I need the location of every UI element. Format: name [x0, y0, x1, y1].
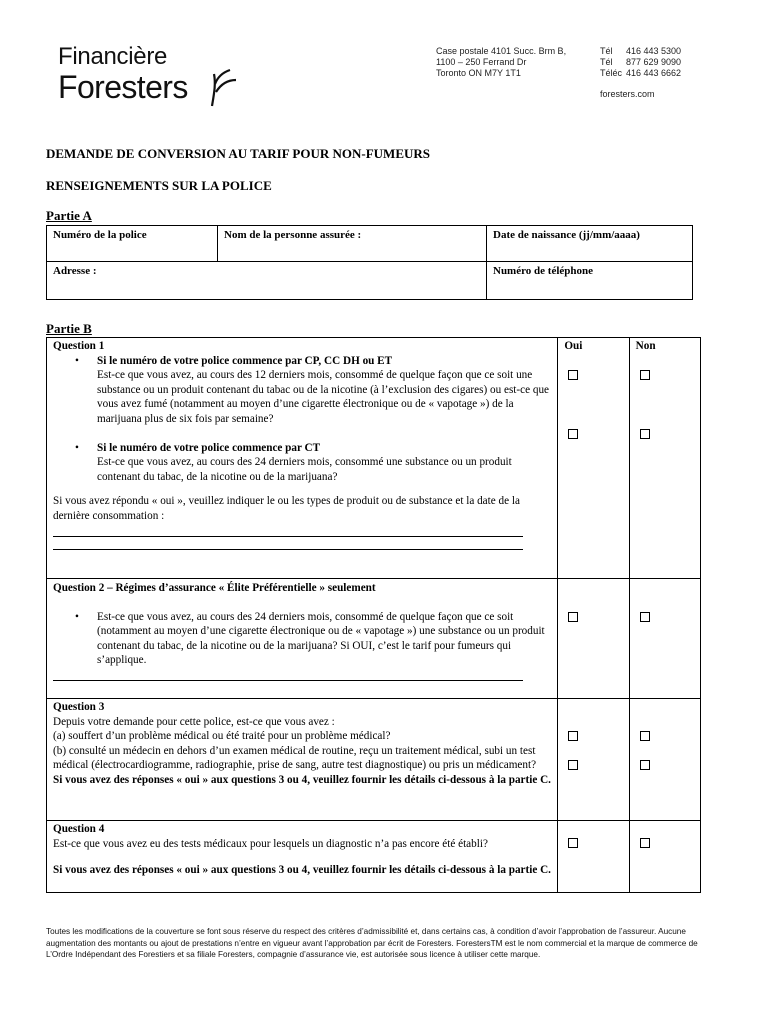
- phone-label: Tél: [600, 46, 613, 56]
- policy-number-field[interactable]: [47, 226, 218, 262]
- q2-yes-checkbox[interactable]: [568, 612, 578, 622]
- birth-date-label: Date de naissance (jj/mm/aaaa): [493, 229, 640, 241]
- question-4-cell: [47, 821, 558, 893]
- phone-row: [600, 46, 681, 57]
- question-1-cell: [47, 338, 558, 579]
- question-2-list: [53, 610, 551, 668]
- no-column-q3: [629, 699, 700, 821]
- question-3-intro: Depuis votre demande pour cette police, est-ce que vous avez :: [53, 715, 335, 728]
- q4-yes-checkbox[interactable]: [568, 838, 578, 848]
- question-1-title: Question 1: [53, 340, 105, 352]
- logo-line2: Foresters: [58, 69, 188, 105]
- q1-bullet2-no-checkbox[interactable]: [640, 429, 650, 439]
- phone-number: 877 629 9090: [626, 57, 682, 67]
- question-3-b: (b) consulté un médecin en dehors d’un examen médical de routine, reçu un traitement médical, subi un test médical (électrocardiogramme, radiographie, prise de sang, autre test diagnostique) ou pris un médicament?: [53, 744, 537, 772]
- question-1-list: [53, 354, 551, 485]
- address-line: Toronto ON M7Y 1T1: [436, 68, 521, 78]
- birth-date-field[interactable]: [487, 226, 693, 262]
- company-logo: [58, 44, 188, 104]
- q3b-no-checkbox[interactable]: [640, 760, 650, 770]
- question-1-bullet-2: [97, 441, 551, 485]
- question-4-text: Est-ce que vous avez eu des tests médicaux pour lesquels un diagnostic n’a pas encore été établi?: [53, 837, 488, 850]
- page-title: DEMANDE DE CONVERSION AU TARIF POUR NON-FUMEURS: [46, 146, 430, 161]
- question-3-title: Question 3: [53, 701, 105, 713]
- part-a-heading: Partie A: [46, 208, 92, 223]
- address-field[interactable]: [47, 262, 487, 300]
- question-3-note: Si vous avez des réponses « oui » aux questions 3 ou 4, veuillez fournir les détails ci-dessous à la partie C.: [53, 773, 551, 786]
- question-3-cell: [47, 699, 558, 821]
- q1-bullet1-yes-checkbox[interactable]: [568, 370, 578, 380]
- phone-row: [600, 57, 681, 68]
- phone-number: 416 443 6662: [626, 68, 682, 78]
- q3a-no-checkbox[interactable]: [640, 731, 650, 741]
- bullet-text: Est-ce que vous avez, au cours des 12 derniers mois, consommé de quelque façon que ce soit une substance ou un produit contenant du tabac ou de la nicotine (à l’exclusion des cigares) ou est-ce que vous avez fumé (notamment au moyen d’une cigarette électronique ou de « vapotage ») de la marijuana plus de six fois par semaine?: [97, 369, 550, 425]
- bullet-text: • Est-ce que vous avez, au cours des 24 derniers mois, consommé de quelque façon que ce soit (notamment au moyen d’une cigarette électronique ou de « vapotage ») une substance ou un produit contenant du tabac, de la nicotine ou de la marijuana? Si OUI, c’est le tarif pour fumeurs qui s’applique.: [97, 610, 545, 667]
- address-label: Adresse :: [53, 265, 97, 277]
- phone-row: [600, 68, 681, 79]
- bullet-text: Est-ce que vous avez, au cours des 24 derniers mois, consommé une substance ou un produit contenant du tabac, de la nicotine ou de la marijuana?: [97, 456, 512, 483]
- no-column-q1: [629, 338, 700, 579]
- part-a-table: [46, 225, 693, 300]
- logo-line1: Financière: [58, 43, 168, 70]
- website-link[interactable]: foresters.com: [600, 89, 655, 99]
- answer-line[interactable]: [53, 537, 523, 550]
- q1-bullet2-yes-checkbox[interactable]: [568, 429, 578, 439]
- question-4-title: Question 4: [53, 823, 105, 835]
- bullet-title: • Si le numéro de votre police commence par CT: [97, 441, 321, 454]
- phone-list: [600, 46, 681, 79]
- question-2-cell: [47, 579, 558, 699]
- insured-name-field[interactable]: [218, 226, 487, 262]
- section-title: RENSEIGNEMENTS SUR LA POLICE: [46, 178, 272, 193]
- answer-line[interactable]: [53, 524, 523, 537]
- phone-field[interactable]: [487, 262, 693, 300]
- leaf-icon: [206, 64, 240, 108]
- yes-column-q4: [558, 821, 629, 893]
- question-1-followup: Si vous avez répondu « oui », veuillez indiquer le ou les types de produit ou de substance et la date de la dernière consommation :: [53, 495, 520, 522]
- phone-label: Numéro de téléphone: [493, 265, 594, 277]
- yes-column-q2: [558, 579, 629, 699]
- question-2-bullet: [97, 610, 551, 668]
- insured-name-label: Nom de la personne assurée :: [224, 229, 362, 241]
- q1-bullet1-no-checkbox[interactable]: [640, 370, 650, 380]
- phone-number: 416 443 5300: [626, 46, 682, 56]
- bullet-title: • Si le numéro de votre police commence par CP, CC DH ou ET: [97, 354, 393, 367]
- address-line: 1100 – 250 Ferrand Dr: [436, 57, 527, 67]
- no-column-q2: [629, 579, 700, 699]
- address-line: Case postale 4101 Succ. Brm B,: [436, 46, 567, 56]
- q3b-yes-checkbox[interactable]: [568, 760, 578, 770]
- yes-column-q3: [558, 699, 629, 821]
- q4-no-checkbox[interactable]: [640, 838, 650, 848]
- mailing-address: [436, 46, 566, 79]
- yes-header: Oui: [564, 340, 583, 352]
- question-1-bullet-1: [97, 354, 551, 427]
- q3a-yes-checkbox[interactable]: [568, 731, 578, 741]
- answer-line[interactable]: [53, 668, 523, 681]
- part-b-heading: Partie B: [46, 321, 92, 336]
- phone-label: Tél: [600, 57, 613, 67]
- part-b-table: [46, 337, 701, 893]
- no-header: Non: [635, 340, 656, 352]
- question-4-note: Si vous avez des réponses « oui » aux questions 3 ou 4, veuillez fournir les détails ci-dessous à la partie C.: [53, 864, 551, 877]
- question-3-a: (a) souffert d’un problème médical ou été traité pour un problème médical?: [53, 730, 391, 743]
- phone-label: Téléc: [600, 68, 623, 78]
- no-column-q4: [629, 821, 700, 893]
- footer-disclaimer: Toutes les modifications de la couverture se font sous réserve du respect des critères d’admissibilité et, dans certains cas, à condition d’avoir l’approbation de l’assureur. Aucune augmentation des montants ou ajout de prestations n’entre en vigueur avant l’approbation par écrit de Foresters. ForestersTM est le nom commercial et la marque de commerce de L’Ordre Indépendant des Forestiers et sa filiale Foresters, compagnie d’assurance vie, est autorisée sous licence à utiliser cette marque.: [46, 927, 698, 960]
- q2-no-checkbox[interactable]: [640, 612, 650, 622]
- policy-number-label: Numéro de la police: [53, 229, 147, 241]
- question-2-title: Question 2 – Régimes d’assurance « Élite Préférentielle » seulement: [53, 582, 376, 594]
- yes-column-q1: [558, 338, 629, 579]
